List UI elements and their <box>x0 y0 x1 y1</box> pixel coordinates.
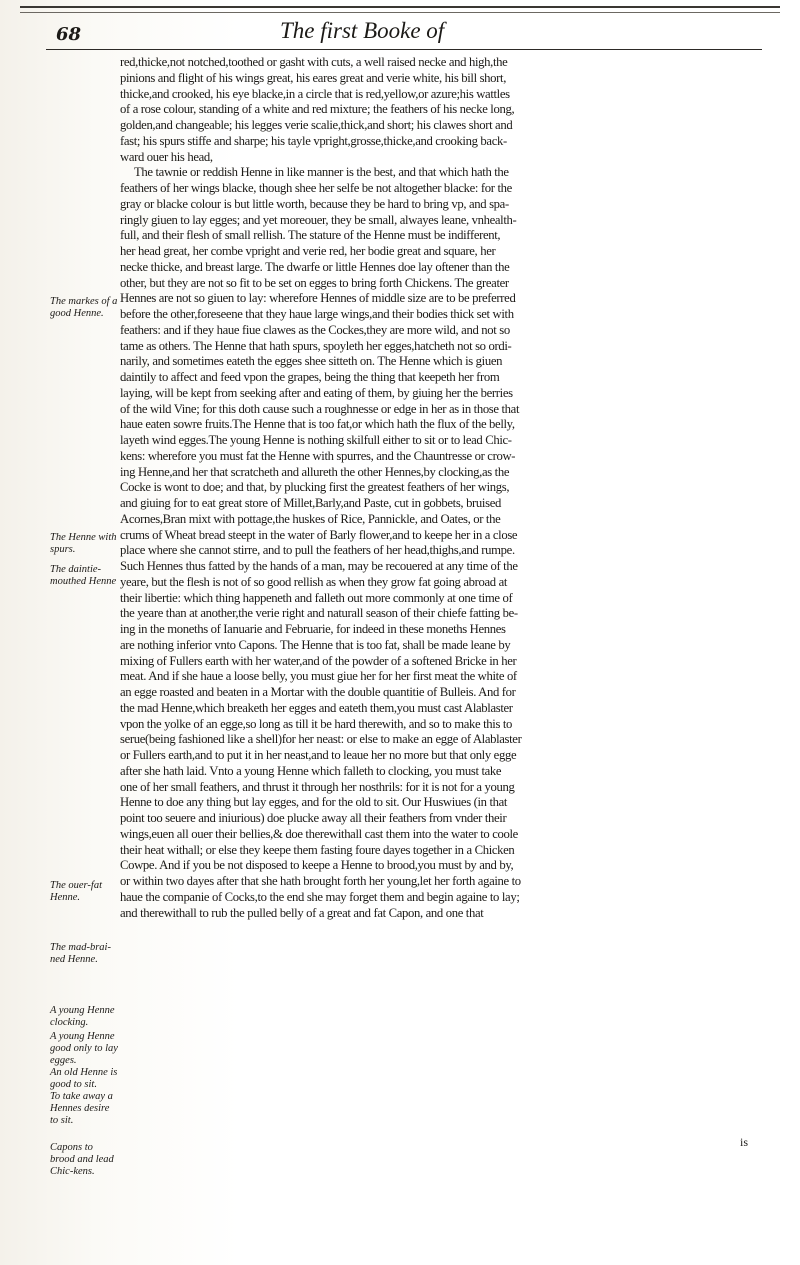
text-line: the yeare than at another,the verie right and naturall season of their chiefe fatting be- <box>120 606 518 621</box>
text-line: narily, and sometimes eateth the egges shee sitteth on. The Henne which is giuen <box>120 354 503 369</box>
margin-note: A young Henne clocking. <box>50 1005 115 1028</box>
margin-note: The daintie-mouthed Henne <box>50 564 117 587</box>
margin-note: The ouer-fat Henne. <box>50 880 102 903</box>
margin-note: The mad-brai-ned Henne. <box>50 942 111 965</box>
text-line: red,thicke,not notched,toothed or gasht with cuts, a well raised necke and high,the <box>120 55 508 69</box>
text-line: thicke,and crooked, his eye blacke,in a circle that is red,yellow,or azure;his wattles <box>120 86 510 101</box>
text-line: of the wild Vine; for this doth cause such a roughnesse or edge in her as in those that <box>120 401 520 416</box>
text-line: point too seuere and iniurious) doe plucke away all their feathers from vnder their <box>120 811 507 825</box>
text-line: necke thicke, and breast large. The dwarfe or little Hennes doe lay oftener than the <box>120 259 510 274</box>
text-line: gray or blacke colour is but little worth, because they be hard to bring vp, and spa- <box>120 196 509 211</box>
text-line: tame as others. The Henne that hath spurs, spoyleth her egges,hatcheth not so ordi- <box>120 338 512 353</box>
margin-note: To take away a Hennes desire to sit. <box>50 1091 113 1126</box>
margin-note: The markes of a good Henne. <box>50 296 118 319</box>
main-text-block <box>120 55 770 921</box>
text-line: or Fullers earth,and to put it in her neast,and to leaue her no more but that only egge <box>120 748 517 762</box>
text-line: her head great, her combe vpright and verie red, her bodie great and square, her <box>120 244 496 258</box>
text-line: their libertie: which thing happeneth and falleth out more commonly at one time of <box>120 590 513 605</box>
text-line: Acornes,Bran mixt with pottage,the huskes of Rice, Pannickle, and Oates, or the <box>120 511 501 526</box>
text-line: feathers of her wings blacke, though shee her selfe be not altogether blacke: for the <box>120 181 512 195</box>
header-rule <box>46 49 762 50</box>
text-line: other, but they are not so fit to be set on egges to bring forth Chickens. The greater <box>120 275 509 290</box>
text-line: feathers: and if they haue fiue clawes as the Cockes,they are more wild, and not so <box>120 322 510 337</box>
text-line: their heat withall; or else they keepe them fasting foure dayes together in a Chicken <box>120 842 515 857</box>
text-line: Such Hennes thus fatted by the hands of a man, may be recouered at any time of the <box>120 559 518 573</box>
text-line: layeth wind egges.The young Henne is nothing skilfull either to sit or to lead Chic- <box>120 433 512 447</box>
text-line: Hennes are not so giuen to lay: wherefore Hennes of middle size are to be preferred <box>120 291 516 306</box>
text-line: or within two dayes after that she hath brought forth her young,let her forth againe to <box>120 874 521 888</box>
text-line: and therewithall to rub the pulled belly of a great and fat Capon, and one that <box>120 905 484 920</box>
text-line: vpon the yolke of an egge,so long as till it be hard therewith, and so to make this to <box>120 716 513 731</box>
text-line: an egge roasted and beaten in a Mortar with the double quantitie of Bulleis. And for <box>120 685 516 699</box>
text-line: haue eaten sowre fruits.The Henne that is too fat,or which hath the flux of the belly, <box>120 417 515 432</box>
text-line: are nothing inferior vnto Capons. The Henne that is too fat, shall be made leane by <box>120 637 511 652</box>
text-line: after she hath laid. Vnto a young Henne which falleth to clocking, you must take <box>120 763 502 778</box>
text-line: wings,euen all ouer their bellies,& doe therewithall cast them into the water to coole <box>120 826 518 841</box>
text-line: fast; his spurs stiffe and sharpe; his tayle vpright,grosse,thicke,and crooking back- <box>120 133 507 148</box>
top-border-rule <box>20 6 780 8</box>
text-line: golden,and changeable; his legges verie scalie,thick,and short; his clawes short and <box>120 118 513 132</box>
text-line: before the other,foreseene that they haue large wings,and their bodies thick set with <box>120 307 514 321</box>
text-line: yeare, but the flesh is not of so good rellish as when they grow fat going abroad at <box>120 574 508 589</box>
text-line: crums of Wheat bread steept in the water of Barly flower,and to keepe her in a close <box>120 527 518 542</box>
text-line: pinions and flight of his wings great, his eares great and verie white, his bill short, <box>120 70 507 85</box>
text-line: haue the companie of Cocks,to the end she may forget them and begin againe to lay; <box>120 889 520 904</box>
text-line: Cocke is wont to doe; and that, by plucking first the greatest feathers of her wings, <box>120 480 510 495</box>
text-line: ing Henne,and her that scratcheth and allureth the other Hennes,by clocking,as the <box>120 464 510 479</box>
text-line: kens: wherefore you must fat the Henne with spurres, and the Chauntresse or crow- <box>120 448 516 463</box>
text-line: serue(being fashioned like a shell)for her neast: or else to make an egge of Alablaster <box>120 732 522 747</box>
text-line: of a rose colour, standing of a white and red mixture; the feathers of his necke long, <box>120 102 515 117</box>
top-border-rule-thin <box>20 12 780 13</box>
text-line: ringly giuen to lay egges; and yet moreouer, they be small, alwayes leane, vnhealth- <box>120 212 517 227</box>
text-line: one of her small feathers, and thrust it through her nosthrils: for it is not for a young <box>120 779 515 794</box>
text-line: Cowpe. And if you be not disposed to keepe a Henne to brood,you must by and by, <box>120 858 514 873</box>
margin-note: An old Henne is good to sit. <box>50 1067 118 1090</box>
page-number: 68 <box>56 24 82 45</box>
text-line: the mad Henne,which breaketh her egges and eateth them,you must cast Alablaster <box>120 700 513 715</box>
margin-note: A young Henne good only to lay egges. <box>50 1031 118 1066</box>
text-line: The tawnie or reddish Henne in like manner is the best, and that which hath the <box>134 165 509 180</box>
running-title: The first Booke of <box>280 18 445 43</box>
text-line: full, and their flesh of small rellish. The stature of the Henne must be indifferent, <box>120 228 501 243</box>
text-line: laying, will be kept from seeking after and eating of them, by giuing her the berries <box>120 385 513 400</box>
margin-note: Capons to brood and lead Chic-kens. <box>50 1142 114 1177</box>
text-line: and giuing for to eat great store of Millet,Barly,and Paste, cut in gobbets, bruised <box>120 496 501 510</box>
text-line: ing in the moneths of Ianuarie and Februarie, for indeed in these moneths Hennes <box>120 622 506 636</box>
margin-note: The Henne with spurs. <box>50 532 117 555</box>
text-line: mixing of Fullers earth with her water,and of the powder of a softened Bricke in her <box>120 653 517 668</box>
text-line: meat. And if she haue a loose belly, you must giue her for her first meat the white of <box>120 669 517 684</box>
text-line: daintily to affect and feed vpon the grapes, being the thing that keepeth her from <box>120 370 500 384</box>
text-line: place where she cannot stirre, and to pull the feathers of her head,thighs,and rumpe. <box>120 543 515 558</box>
text-line: ward ouer his head, <box>120 149 213 164</box>
catchword: is <box>740 1135 749 1149</box>
text-line: Henne to doe any thing but lay egges, and for the old to sit. Our Huswiues (in that <box>120 795 508 810</box>
